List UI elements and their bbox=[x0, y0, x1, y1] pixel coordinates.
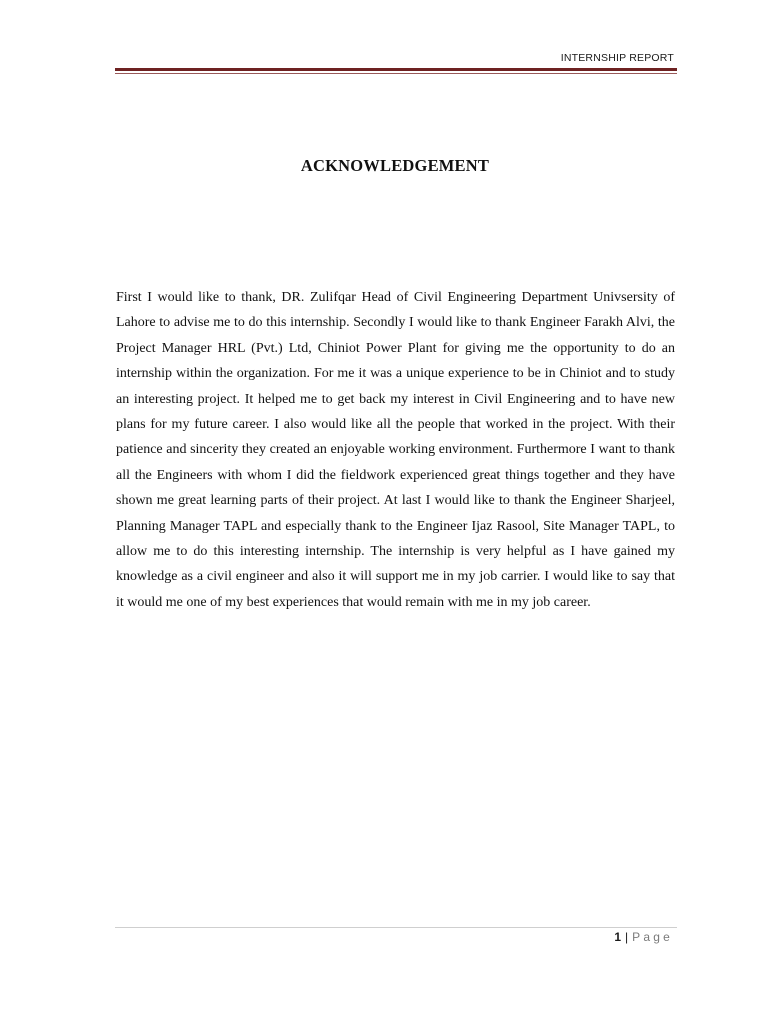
header-rule-secondary bbox=[115, 73, 677, 74]
footer-rule bbox=[115, 927, 677, 928]
page-label: Page bbox=[632, 930, 673, 944]
page-title: ACKNOWLEDGEMENT bbox=[300, 156, 490, 175]
header-title: INTERNSHIP REPORT bbox=[560, 52, 674, 64]
page-footer bbox=[614, 930, 673, 944]
acknowledgement-paragraph: First I would like to thank, DR. Zulifqar Head of Civil Engineering Department Univsersity of Lahore to advise me to do this internship. Secondly I would like to thank Engineer Farakh Alvi, the Project Manager HRL (Pvt.) Ltd, Chiniot Power Plant for giving me the opportunity to do an internship within the organization. For me it was a unique experience to be in Chiniot and to study an interesting project. It helped me to get back my interest in Civil Engineering and to have new plans for my future career. I also would like all the people that worked in the project. With their patience and sincerity they created an enjoyable working environment. Furthermore I want to thank all the Engineers with whom I did the fieldwork experienced great things together and they have shown me great learning parts of their project. At last I would like to thank the Engineer Sharjeel, Planning Manager TAPL and especially thank to the Engineer Ijaz Rasool, Site Manager TAPL, to allow me to do this interesting internship. The internship is very helpful as I have gained my knowledge as a civil engineer and also it will support me in my job carrier. I would like to say that it would me one of my best experiences that would remain with me in my job career. bbox=[116, 290, 675, 610]
footer-separator: | bbox=[625, 930, 629, 944]
page-number: 1 bbox=[614, 930, 622, 944]
header-rule bbox=[115, 68, 677, 71]
